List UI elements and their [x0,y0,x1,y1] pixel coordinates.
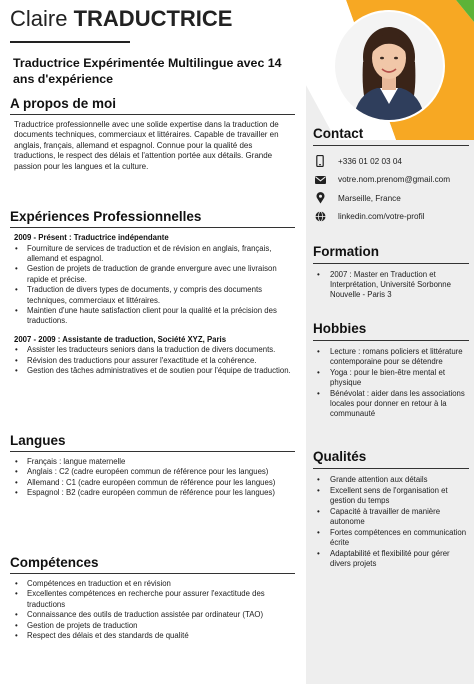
location-icon [313,192,327,204]
name-underline [10,41,130,43]
list-item: • Espagnol : B2 (cadre européen commun de référence pour les langues) [10,488,295,498]
education-section [313,244,469,301]
last-name: TRADUCTRICE [73,6,233,31]
candidate-name [10,6,232,32]
email-text[interactable]: votre.nom.prenom@gmail.com [338,175,451,185]
list-item: • Excellentes compétences en recherche pour assurer l'exactitude des traductions [10,589,295,610]
hobbies-list [313,347,469,419]
location-text: Marseille, France [338,193,401,203]
phone-text: +336 01 02 03 04 [338,156,402,166]
languages-title: Langues [10,433,295,452]
about-section [10,96,295,172]
qualities-section [313,449,469,570]
contact-phone [313,152,469,171]
contact-section [313,126,469,226]
qualities-title: Qualités [313,449,469,469]
job-title: Traductrice Expérimentée Multilingue avec 14 ans d'expérience [13,56,282,86]
skills-list [10,579,295,641]
experience-title: Expériences Professionnelles [10,209,295,228]
list-item: • Assister les traducteurs seniors dans la traduction de divers documents. [10,345,295,355]
hobbies-section [313,321,469,420]
list-item: • Gestion de projets de traduction [10,621,295,631]
skills-section [10,555,295,641]
about-text: Traductrice professionnelle avec une solide expertise dans la traduction de documents techniques, commerciaux et littéraires. Capable de travailler en anglais, français, allemand et espagnol. Connue pour la qualité des traductions, le respect des délais et l'attention portée aux détails. Grande passion pour les langues et la culture. [14,120,279,171]
list-item: • Grande attention aux détails [313,475,469,485]
languages-section [10,433,295,499]
list-item: • Connaissance des outils de traduction assistée par ordinateur (TAO) [10,610,295,620]
list-item: • Allemand : C1 (cadre européen commun de référence pour les langues) [10,478,295,488]
about-title: A propos de moi [10,96,295,115]
list-item: • Adaptabilité et flexibilité pour gérer divers projets [313,549,469,569]
profile-photo [333,10,445,122]
list-item: • Compétences en traduction et en révision [10,579,295,589]
education-title: Formation [313,244,469,264]
list-item: • Gestion de projets de traduction de grande envergure avec une livraison rapide et précise. [10,264,295,285]
contact-email [313,171,469,190]
list-item: • Bénévolat : aider dans les associations locales pour donner en retour à la communauté [313,389,469,419]
qualities-list [313,475,469,569]
linkedin-text[interactable]: linkedin.com/votre-profil [338,212,425,222]
list-item: • Maintien d'une haute satisfaction client pour la qualité et la précision des traductions. [10,306,295,327]
job-heading: 2007 - 2009 : Assistante de traduction, Société XYZ, Paris [14,334,227,344]
list-item: • Excellent sens de l'organisation et gestion du temps [313,486,469,506]
job-duties-list [10,244,295,327]
job-duties-list [10,345,295,376]
contact-linkedin [313,208,469,227]
list-item: • Français : langue maternelle [10,457,295,467]
email-icon [313,174,327,186]
education-list [313,270,469,300]
list-item: • Respect des délais et des standards de qualité [10,631,295,641]
list-item: • Capacité à travailler de manière autonome [313,507,469,527]
skills-title: Compétences [10,555,295,574]
first-name: Claire [10,6,68,31]
list-item: • Yoga : pour le bien-être mental et physique [313,368,469,388]
contact-title: Contact [313,126,469,146]
globe-icon [313,211,327,223]
hobbies-title: Hobbies [313,321,469,341]
contact-location [313,189,469,208]
list-item: • 2007 : Master en Traduction et Interprétation, Université Sorbonne Nouvelle - Paris 3 [313,270,469,300]
job-heading: 2009 - Présent : Traductrice indépendante [14,233,169,242]
list-item: • Anglais : C2 (cadre européen commun de référence pour les langues) [10,467,295,477]
list-item: • Révision des traductions pour assurer l'exactitude et la cohérence. [10,356,295,366]
experience-section [10,209,295,376]
list-item: • Fourniture de services de traduction et de révision en anglais, français, allemand et espagnol. [10,244,295,265]
list-item: • Fortes compétences en communication écrite [313,528,469,548]
phone-icon [313,155,327,167]
languages-list [10,457,295,499]
list-item: • Lecture : romans policiers et littérature contemporaine pour se détendre [313,347,469,367]
list-item: • Gestion des tâches administratives et de soutien pour l'équipe de traduction. [10,366,295,376]
list-item: • Traduction de divers types de documents, y compris des documents techniques, commerciaux et littéraires. [10,285,295,306]
